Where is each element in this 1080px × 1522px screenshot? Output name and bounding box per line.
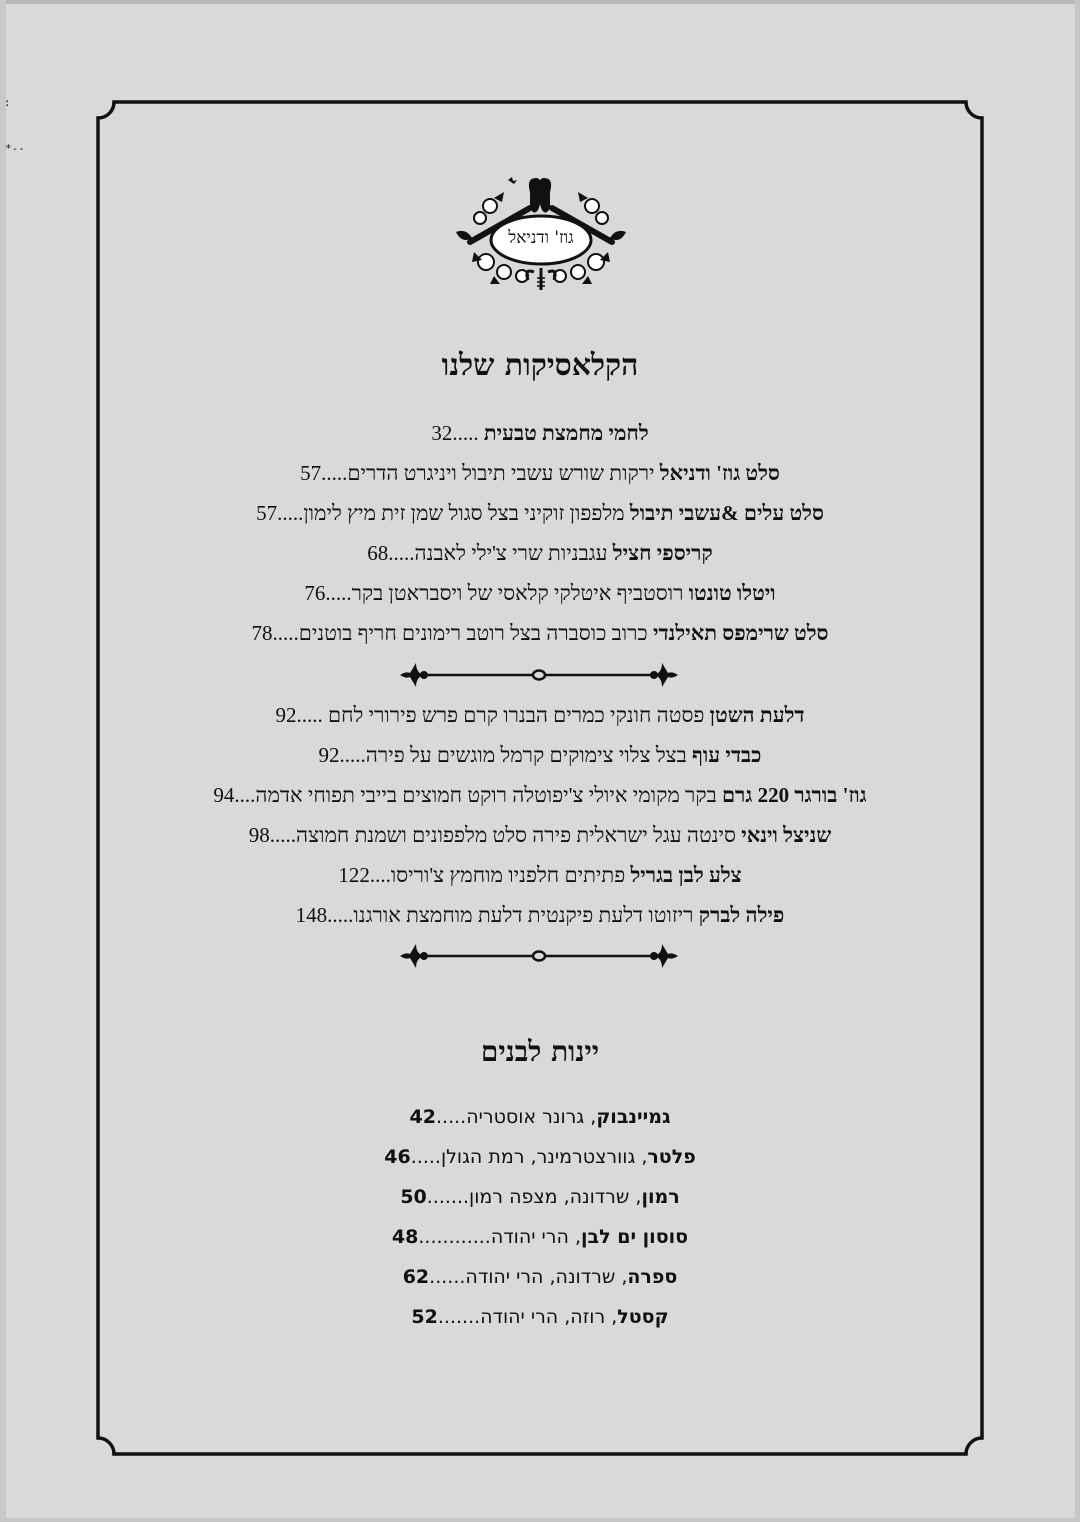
item-name: גוז' בורגר 220 גרם — [721, 783, 867, 807]
item-price: 32 — [431, 421, 453, 445]
item-price: 122 — [338, 863, 370, 887]
wine-name: גמיינבוק — [596, 1106, 671, 1128]
ornamental-divider — [398, 660, 680, 690]
item-price: 94 — [213, 783, 235, 807]
wine-price: 48 — [391, 1226, 419, 1248]
section-classics — [96, 346, 984, 386]
item-name: סלט גוז' ודניאל — [659, 461, 780, 485]
item-description: בצל צלוי צימוקים קרמל מוגשים על פירה — [365, 743, 687, 767]
section-title: יינות לבנים — [480, 1035, 600, 1068]
item-name: סלט שרימפס תאילנדי — [652, 621, 829, 645]
item-leader: ..... — [388, 541, 415, 565]
wine-name: סוסון ים לבן — [581, 1226, 689, 1248]
menu-group-starters — [96, 413, 984, 653]
wine-description: , שרדונה, מצפה רמון — [469, 1186, 642, 1208]
item-description: מלפפון זוקיני בצל סגול שמן זית מיץ לימון — [303, 501, 625, 525]
wine-item — [96, 1177, 984, 1217]
section-white-wines — [96, 1032, 984, 1072]
restaurant-logo — [450, 172, 632, 292]
item-name: שניצל וינאי — [741, 823, 832, 847]
page-edge — [0, 1518, 1080, 1522]
item-leader: ..... — [452, 421, 479, 445]
menu-item — [96, 775, 984, 815]
fleuron-divider-icon — [398, 941, 680, 971]
item-price: 148 — [295, 903, 328, 927]
menu-item — [96, 895, 984, 935]
item-price: 76 — [304, 581, 326, 605]
item-price: 92 — [275, 703, 297, 727]
wine-description: , רוזה, הרי יהודה — [480, 1306, 618, 1328]
item-name: לחמי מחמצת טבעית — [483, 421, 649, 445]
wine-name: פלטר — [647, 1146, 696, 1168]
item-description: ריזוטו דלעת פיקנטית דלעת מוחמצת אורגנו — [353, 903, 694, 927]
item-price: 98 — [248, 823, 270, 847]
item-name: ויטלו טונטו — [688, 581, 776, 605]
item-name: פילה לברק — [698, 903, 785, 927]
item-name: כבדי עוף — [692, 743, 762, 767]
item-leader: .... — [234, 783, 256, 807]
item-price: 68 — [367, 541, 389, 565]
item-description: ירקות שורש עשבי תיבול ויניגרט הדרים — [347, 461, 655, 485]
item-leader: ..... — [296, 703, 328, 727]
item-leader: .... — [369, 863, 391, 887]
wine-price: 50 — [400, 1186, 427, 1208]
wine-name: רמון — [641, 1186, 680, 1208]
menu-item — [96, 735, 984, 775]
item-description: רוסטביף איטלקי קלאסי של ויסבראטן בקר — [351, 581, 684, 605]
wine-item — [96, 1257, 984, 1297]
item-leader: ..... — [321, 461, 348, 485]
wine-leader: ...... — [429, 1266, 466, 1288]
logo-text: גוז' ודניאל — [508, 228, 574, 248]
wine-leader: ..... — [436, 1106, 467, 1128]
item-leader: ..... — [325, 581, 352, 605]
item-leader: ..... — [272, 621, 299, 645]
item-price: 57 — [256, 501, 278, 525]
wine-description: , שרדונה, הרי יהודה — [465, 1266, 628, 1288]
wine-leader: ....... — [437, 1306, 481, 1328]
item-name: סלט עלים &עשבי תיבול — [629, 501, 824, 525]
wine-description: , גרונר אוסטריה — [466, 1106, 597, 1128]
menu-item — [96, 413, 984, 453]
menu-item — [96, 573, 984, 613]
menu-item — [96, 815, 984, 855]
item-description: כרוב כוסברה בצל רוטב רימונים חריף בוטנים — [298, 621, 648, 645]
ornamental-divider — [398, 941, 680, 971]
page-edge — [1075, 0, 1080, 1522]
wine-leader: ....... — [426, 1186, 470, 1208]
stray-mark: *-- — [5, 142, 25, 155]
menu-item — [96, 613, 984, 653]
item-price: 57 — [300, 461, 322, 485]
wine-leader: ..... — [410, 1146, 441, 1168]
page-edge — [0, 0, 6, 1522]
wine-price: 62 — [402, 1266, 430, 1288]
item-description: בקר מקומי איולי צ'יפוטלה רוקט חמוצים בייבי תפוחי אדמה — [255, 783, 717, 807]
item-price: 92 — [318, 743, 340, 767]
wine-item — [96, 1097, 984, 1137]
wine-name: קסטל — [617, 1306, 669, 1328]
menu-item — [96, 453, 984, 493]
wine-list — [96, 1097, 984, 1337]
item-description: פסטה חונקי כמרים הבנרו קרם פרש פירורי לחם — [327, 703, 705, 727]
item-leader: ..... — [269, 823, 297, 847]
item-leader: ..... — [277, 501, 304, 525]
item-name: דלעת השטן — [709, 703, 805, 727]
item-name: צלע לבן בגריל — [630, 863, 742, 887]
wine-item — [96, 1137, 984, 1177]
wine-price: 42 — [409, 1106, 436, 1128]
menu-item — [96, 533, 984, 573]
wine-name: ספרה — [627, 1266, 678, 1288]
stray-mark: : — [4, 96, 11, 109]
wine-description: , הרי יהודה — [490, 1226, 581, 1248]
item-description: סינטה עגל ישראלית פירה סלט מלפפונים ושמנת חמוצה — [296, 823, 736, 847]
wine-price: 52 — [411, 1306, 438, 1328]
wine-item — [96, 1217, 984, 1257]
wine-item — [96, 1297, 984, 1337]
item-description: עגבניות שרי צ'ילי לאבנה — [414, 541, 608, 565]
menu-item — [96, 855, 984, 895]
menu-group-mains — [96, 695, 984, 935]
fleuron-divider-icon — [398, 660, 680, 690]
item-leader: ..... — [327, 903, 354, 927]
wine-leader: ............ — [418, 1226, 491, 1248]
page-edge — [0, 0, 1080, 4]
item-name: קריספי חציל — [612, 541, 713, 565]
menu-item — [96, 695, 984, 735]
wine-price: 46 — [384, 1146, 411, 1168]
wine-description: , גוורצטרמינר, רמת הגולן — [440, 1146, 648, 1168]
menu-item — [96, 493, 984, 533]
item-leader: ..... — [339, 743, 366, 767]
item-description: פתיתים חלפניו מוחמץ צ'וריסו — [390, 863, 626, 887]
section-title: הקלאסיקות שלנו — [441, 348, 639, 383]
item-price: 78 — [251, 621, 273, 645]
